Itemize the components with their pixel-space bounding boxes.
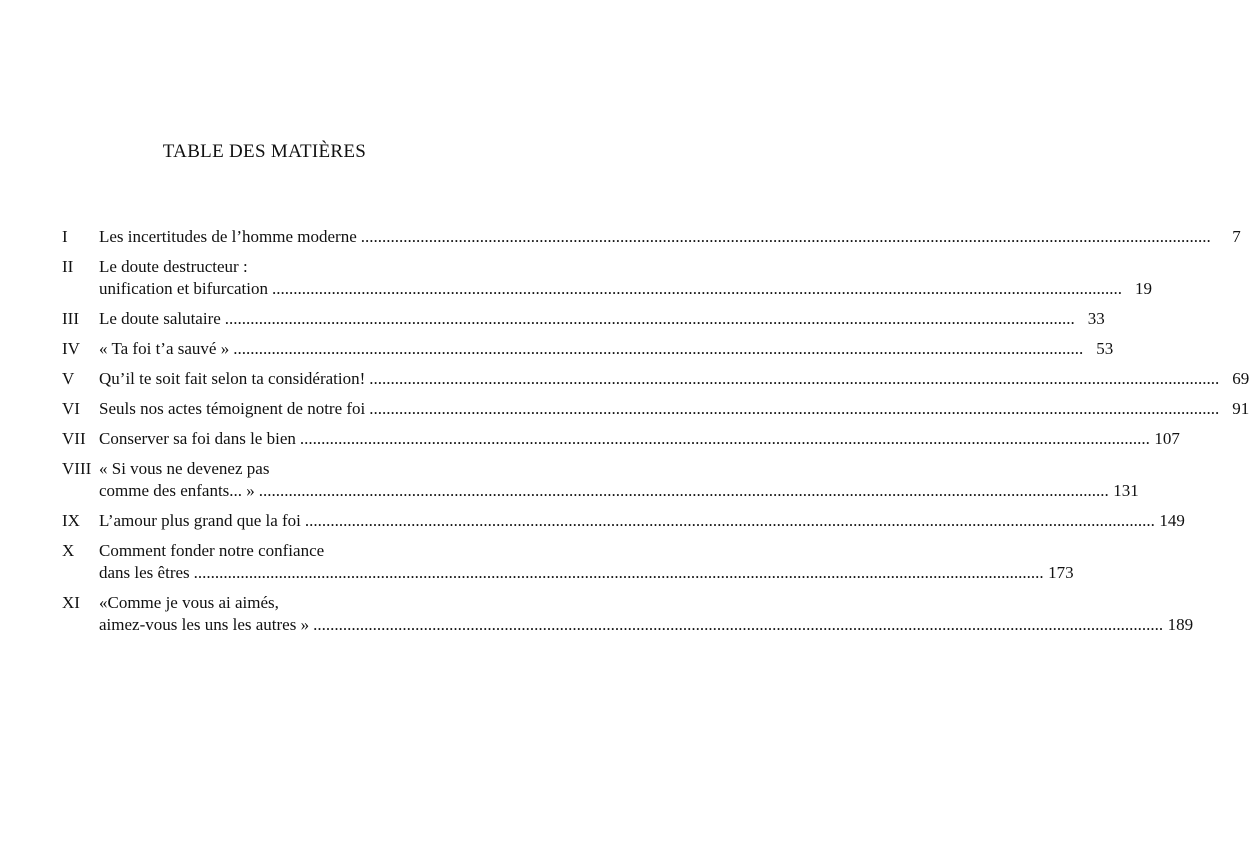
page-number: 107 bbox=[1154, 429, 1180, 448]
toc-entry bbox=[62, 540, 1074, 584]
chapter-body bbox=[99, 510, 1185, 532]
chapter-title-line bbox=[99, 592, 458, 614]
chapter-title-line bbox=[99, 256, 458, 278]
chapter-title-line bbox=[99, 614, 1194, 636]
dot-leader: ........................................................................................................................................................................................................ bbox=[299, 429, 1150, 448]
dot-leader: ........................................................................................................................................................................................................ bbox=[304, 511, 1155, 530]
dot-leader: ........................................................................................................................................................................................................ bbox=[233, 339, 1084, 358]
chapter-title-line bbox=[99, 368, 1249, 390]
toc-entry bbox=[62, 428, 1180, 450]
chapter-title: Qu’il te soit fait selon ta considération! bbox=[99, 369, 366, 388]
toc-entry bbox=[62, 368, 1249, 390]
chapter-number: V bbox=[62, 369, 75, 388]
chapter-title-line bbox=[99, 278, 1152, 300]
chapter-title: Seuls nos actes témoignent de notre foi bbox=[99, 399, 366, 418]
dot-leader: ........................................................................................................................................................................................................ bbox=[360, 227, 1211, 246]
dot-leader: ........................................................................................................................................................................................................ bbox=[258, 481, 1109, 500]
chapter-number: I bbox=[62, 227, 68, 246]
page-number: 19 bbox=[1135, 279, 1152, 298]
toc-list bbox=[62, 226, 1249, 644]
chapter-title-continued: aimez-vous les uns les autres » bbox=[99, 615, 310, 634]
toc-entry bbox=[62, 458, 1139, 502]
chapter-body bbox=[99, 592, 1194, 636]
chapter-body bbox=[99, 540, 1074, 584]
chapter-number: VII bbox=[62, 429, 86, 448]
chapter-title: «Comme je vous ai aimés, bbox=[99, 593, 279, 612]
chapter-title: « Ta foi t’a sauvé » bbox=[99, 339, 230, 358]
chapter-title-line bbox=[99, 540, 458, 562]
chapter-title: Le doute salutaire bbox=[99, 309, 221, 328]
chapter-title: « Si vous ne devenez pas bbox=[99, 459, 270, 478]
chapter-title-continued: dans les êtres bbox=[99, 563, 190, 582]
page-number: 33 bbox=[1087, 309, 1105, 328]
chapter-title-line bbox=[99, 480, 1139, 502]
page-number: 131 bbox=[1113, 481, 1139, 500]
chapter-number: IX bbox=[62, 511, 80, 530]
chapter-number: X bbox=[62, 541, 75, 560]
chapter-title-line bbox=[99, 398, 1249, 420]
chapter-number: IV bbox=[62, 339, 80, 358]
chapter-title-line bbox=[99, 458, 458, 480]
page-number: 7 bbox=[1232, 227, 1241, 246]
toc-entry bbox=[62, 398, 1249, 420]
chapter-body bbox=[99, 256, 1152, 300]
chapter-title-line bbox=[99, 308, 1105, 330]
chapter-title-line bbox=[99, 226, 1241, 248]
chapter-body bbox=[99, 398, 1249, 420]
toc-entry bbox=[62, 256, 1152, 300]
chapter-body bbox=[99, 338, 1114, 360]
chapter-title: Les incertitudes de l’homme moderne bbox=[99, 227, 357, 246]
chapter-title: Conserver sa foi dans le bien bbox=[99, 429, 296, 448]
chapter-title: L’amour plus grand que la foi bbox=[99, 511, 301, 530]
page-number: 53 bbox=[1096, 339, 1114, 358]
toc-entry bbox=[62, 338, 1114, 360]
dot-leader: ........................................................................................................................................................................................................ bbox=[369, 369, 1220, 388]
toc-entry bbox=[62, 308, 1105, 330]
page-number: 69 bbox=[1232, 369, 1249, 388]
toc-entry bbox=[62, 226, 1241, 248]
chapter-title-continued: comme des enfants... » bbox=[99, 481, 255, 500]
dot-leader: ........................................................................................................................................................................................................ bbox=[193, 563, 1044, 582]
chapter-body bbox=[99, 428, 1180, 450]
chapter-title-line bbox=[99, 428, 1180, 450]
toc-entry bbox=[62, 592, 1194, 636]
dot-leader: ........................................................................................................................................................................................................ bbox=[272, 279, 1122, 298]
page-number: 91 bbox=[1232, 399, 1249, 418]
chapter-body bbox=[99, 308, 1105, 330]
page-number: 189 bbox=[1167, 615, 1194, 634]
toc-title: TABLE DES MATIÈRES bbox=[162, 141, 367, 162]
chapter-title: Le doute destructeur : bbox=[99, 257, 248, 276]
chapter-title-line bbox=[99, 338, 1114, 360]
dot-leader: ........................................................................................................................................................................................................ bbox=[224, 309, 1075, 328]
chapter-number: VI bbox=[62, 399, 80, 418]
chapter-title: Comment fonder notre confiance bbox=[99, 541, 325, 560]
chapter-number: III bbox=[62, 309, 79, 328]
chapter-number: XI bbox=[62, 593, 80, 612]
toc-entry bbox=[62, 510, 1185, 532]
chapter-title-line bbox=[99, 510, 1185, 532]
page-number: 149 bbox=[1159, 511, 1185, 530]
chapter-body bbox=[99, 458, 1139, 502]
chapter-number: VIII bbox=[62, 459, 92, 478]
dot-leader: ........................................................................................................................................................................................................ bbox=[369, 399, 1220, 418]
chapter-body bbox=[99, 226, 1241, 248]
chapter-title-line bbox=[99, 562, 1074, 584]
chapter-number: II bbox=[62, 257, 74, 276]
chapter-title-continued: unification et bifurcation bbox=[99, 279, 268, 298]
chapter-body bbox=[99, 368, 1249, 390]
page-number: 173 bbox=[1048, 563, 1074, 582]
dot-leader: ........................................................................................................................................................................................................ bbox=[313, 615, 1164, 634]
